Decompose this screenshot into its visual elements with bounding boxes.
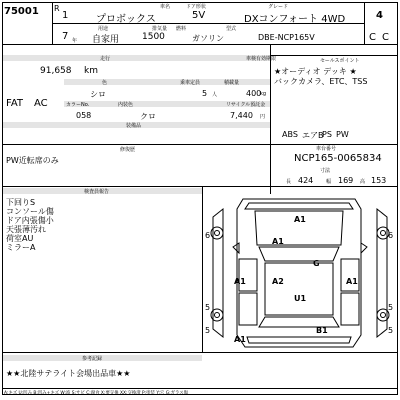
grade-label: グレード (268, 4, 289, 10)
exterior-grade: C (382, 32, 389, 43)
grade-value: DXコンフォート 4WD (244, 14, 346, 25)
car-damage-diagram (203, 187, 398, 351)
front-bumper (245, 203, 353, 209)
rear-right-door (341, 293, 359, 325)
legend-text: A:キズ U:凹み B:凹み+キズ W:波 S:サビ C:腐食 X:要交換 XX:交換済 P:塗装 Y:穴 G:ガラス傷 (4, 391, 189, 396)
windshield (259, 247, 339, 261)
roof-panel (265, 263, 333, 315)
color-value: シロ (90, 90, 106, 99)
ac-value: AC (34, 98, 48, 109)
sales-top-line (270, 55, 398, 56)
mileage-label: 走行 (100, 56, 111, 62)
history-top-line (2, 144, 398, 145)
capacity-value: 5 (202, 89, 208, 98)
legend-top-line (2, 388, 398, 389)
interior-grade: C (369, 32, 376, 43)
option-pw: PW (336, 130, 349, 139)
damage-mark-top: A1 (272, 237, 284, 246)
history-value: PW近転席のみ (6, 156, 59, 165)
width-value: 169 (338, 176, 354, 185)
rear-left-number: 5 (205, 326, 211, 335)
frame-label: 車台番号 (316, 146, 337, 152)
score-divider (364, 2, 365, 44)
width-label: 幅 (326, 179, 332, 185)
door-type: 5V (192, 10, 206, 21)
rear-right-hub (381, 313, 386, 318)
front-right-door (341, 259, 359, 291)
rear-left-hub (215, 313, 220, 318)
model-label: 車名 (160, 4, 171, 10)
remarks-header-bar (3, 355, 202, 361)
front-right-hub (381, 231, 386, 236)
round-mark: R (54, 4, 60, 13)
front-right-number: 5 (388, 303, 394, 312)
recycle-unit: 円 (260, 114, 266, 120)
rear-right-number: 5 (388, 326, 394, 335)
model-name: プロボックス (96, 14, 156, 25)
inspection-label: 車検有効期限 (246, 56, 277, 62)
displacement-label: 排気量 (152, 26, 168, 32)
rear-bumper (247, 337, 351, 343)
capacity-label: 乗車定員 (180, 80, 201, 86)
year-unit: 年 (72, 38, 78, 44)
chassis-label: 型式 (226, 26, 237, 32)
lot-number: 75001 (4, 6, 39, 17)
load-unit: kg (260, 91, 267, 97)
header-bottom-line (2, 44, 398, 45)
side-left-number: 6 (205, 231, 211, 240)
mileage-value: 91,658 (40, 66, 72, 76)
inspector-label: 検査員報告 (84, 189, 110, 195)
transmission-value: FAT (6, 98, 24, 109)
history-label: 修復歴 (120, 147, 136, 153)
sales-point-2: バックカメラ、ETC、TSS (274, 77, 368, 86)
remarks-label: 参考記録 (82, 356, 103, 362)
inspector-notes (6, 198, 54, 252)
mileage-unit: km (84, 66, 98, 76)
option-airbag: エアB (302, 131, 324, 140)
damage-mark-a2: A2 (272, 277, 284, 286)
damage-mark-hood: A1 (294, 215, 306, 224)
damage-mark-rear: B1 (316, 326, 328, 335)
left-mirror (233, 243, 239, 253)
trim-value: クロ (140, 112, 156, 121)
fuel-label: 燃料 (176, 26, 187, 32)
details-divider (270, 44, 271, 194)
load-value: 400 (246, 89, 262, 98)
load-label: 積載量 (224, 80, 240, 86)
displacement-value: 1500 (142, 32, 165, 42)
equipment-label: 装備品 (126, 123, 142, 129)
height-label: 高 (360, 179, 366, 185)
front-left-hub (215, 231, 220, 236)
recycle-label: リサイクル預託金 (226, 102, 266, 108)
color-code-label: カラーNo. (66, 102, 90, 108)
vin-value: NCP165-0065834 (294, 153, 382, 164)
damage-mark-roof: U1 (294, 294, 307, 303)
front-left-door (239, 259, 257, 291)
color-code-value: 058 (76, 111, 92, 120)
damage-mark-glass: G (313, 259, 320, 268)
inspector-note: 荷室AU (6, 234, 34, 243)
inspector-note: 天張薄汚れ (6, 225, 46, 234)
recycle-value: 7,440 (230, 111, 253, 120)
right-mirror (361, 243, 367, 253)
length-label: 長 (286, 179, 292, 185)
height-value: 153 (371, 176, 387, 185)
option-abs: ABS (282, 130, 298, 139)
inspector-note: ミラーA (6, 243, 36, 252)
details-header-bar (3, 55, 270, 61)
color-label: 色 (102, 80, 108, 86)
inspector-note: 下回りS (6, 198, 36, 207)
dims-label: 寸法 (320, 168, 331, 174)
usage-label: 用途 (98, 26, 109, 32)
fuel-value: ガソリン (192, 34, 224, 43)
footer-top-line (2, 352, 398, 353)
color-header-bar (64, 79, 270, 85)
trim-label: 内装色 (118, 102, 134, 108)
year-number: 7 (62, 31, 69, 42)
remarks-value: ★★北陸サテライト会場出品車★★ (6, 369, 131, 378)
sales-point-1: ★オーディオ デッキ ★ (274, 67, 357, 76)
score-value: 4 (376, 10, 383, 21)
front-left-number: 5 (205, 303, 211, 312)
usage-value: 自家用 (92, 35, 120, 45)
doors-label: ドア形状 (186, 4, 206, 10)
length-value: 424 (298, 176, 314, 185)
chassis-model: DBE-NCP165V (258, 33, 315, 42)
inspector-note: コンソール傷 (6, 207, 54, 216)
day-number: 1 (62, 10, 69, 21)
damage-mark-right-door: A1 (346, 277, 358, 286)
side-right-number: 6 (388, 231, 394, 240)
damage-mark-bottom: A1 (234, 335, 246, 344)
damage-mark-left-door: A1 (234, 277, 246, 286)
option-ps: PS (322, 130, 332, 139)
inspector-note: ドア内張傷小 (6, 216, 54, 225)
rear-left-door (239, 293, 257, 325)
capacity-unit: 人 (212, 92, 218, 98)
sales-label: セールスポイント (320, 58, 360, 64)
